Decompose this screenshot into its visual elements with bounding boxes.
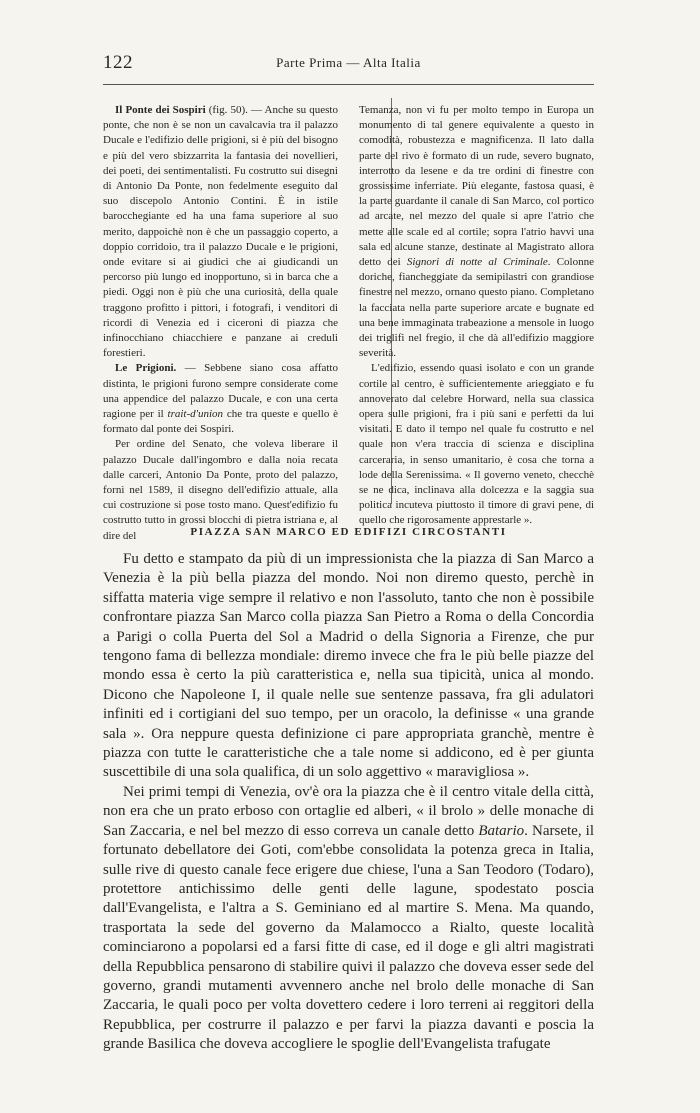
heading-ponte-sospiri: Il Ponte dei Sospiri: [115, 104, 206, 116]
left-column: [103, 103, 338, 542]
text-prigioni-b: che tra queste e quello è formato dal ponte dei Sospiri.: [103, 408, 338, 436]
heading-prigioni: Le Prigioni.: [115, 362, 177, 375]
right-column: [359, 103, 594, 527]
main-text: [103, 550, 594, 1055]
page-header: [103, 52, 594, 76]
running-title: Parte Prima — Alta Italia: [276, 55, 421, 70]
paragraph-temanza: [359, 103, 594, 361]
text-temanza-italic: Signori di notte al Criminale: [406, 256, 548, 269]
main-paragraph-2-a: Nei primi tempi di Venezia, ov'è ora la piazza che è il centro vitale della città, non era che un prato erboso con ortaglie ed alberi, « il brolo » delle monache di San Zaccaria, e nel bel mezzo di esso correva un canale detto: [103, 783, 594, 839]
paragraph-prigioni: [103, 361, 338, 437]
text-prigioni-italic: trait-d'union: [167, 408, 224, 421]
paragraph-senato: Per ordine del Senato, che voleva liberare il palazzo Ducale dall'ingombro e dalla noia recata dalle carceri, Antonio Da Ponte, proto del palazzo, fornì nel 1589, il disegno dell'edifizio attuale, alla cui costruzione si pose tosto mano. Quest'edifizio fu costrutto tutto in grossi blocchi di pietra istriana e, al dire del: [103, 438, 338, 542]
text-prigioni-a: — Sebbene siano cosa affatto distinta, le prigioni furono sempre considerate come una appendice del palazzo Ducale, e con una certa ragione per il: [103, 362, 338, 421]
paragraph-edifizio: L'edifizio, essendo quasi isolato e con un grande cortile al centro, è sufficientemente arieggiato e fu annoverato dal celebre Horward, nella sua classica opera sulle prigioni, fra i più sani e perfetti da lui visitati. E dato il tempo nel quale fu costrutto e nel quale non v'era traccia di scienza e disciplina carceraria, in senso umanitario, è cosa che torna a lode della Serenissima. « Il governo veneto, checchè se ne dica, inclinava alla dolcezza e la saggia sua politica incuteva piuttosto il timore di gravi pene, di quello che rigorosamente apprestarle ».: [359, 362, 594, 527]
main-paragraph-2: [103, 783, 594, 1055]
page-number: 122: [103, 52, 133, 73]
main-paragraph-1: Fu detto e stampato da più di un impressionista che la piazza di San Marco a Venezia è la più bella piazza del mondo. Noi non diremo questo, perchè in siffatta materia vige sempre il relativo e non l'assoluto, tanto che non è possibile confrontare piazza San Marco colla piazza San Pietro a Roma o della Concordia a Parigi o colla Puerta del Sol a Madrid o della Signoria a Firenze, che pur tengono fama di bellezza mondiale: diremo invece che fra le più belle piazze del mondo essa è certo la più caratteristica e, nella sua tipicità, unica al mondo. Dicono che Napoleone I, il quale nelle sue sentenze passava, fra gli adulatori infiniti ed i cortigiani del suo tempo, per un oracolo, la definisse « una grande sala ». Ora neppure questa definizione ci pare appropriata granchè, mentre è piazza con tutte le caratteristiche che a tale nome si addicono, ed è per giunta suscettibile di una sola qualifica, di un solo aggettivo « maravigliosa ».: [103, 551, 594, 781]
text-ponte-sospiri: (fig. 50). — Anche su questo ponte, che non è se non un cavalcavia tra il palazzo Ducale e l'edifizio delle prigioni, si è più del bisogno e più del vero sbizzarrita la fantasia dei novellieri, dei poeti, dei sentimentalisti. Fu costrutto sui disegni di Antonio Da Ponte, non fedelmente eseguito dal suo discepolo Antonio Contini. È in istile barocchegiante ed ha una fama superiore al suo merito, dappoichè non è che un passaggio coperto, a doppio corridoio, tra il palazzo Ducale e le prigioni, onde evitare si ai giudici che ai giudicandi un percorso più lungo ed inopportuno, sì in barca che a piedi. Oggi non è più che una curiosità, della quale traggono profitto i pittori, i fotografi, i venditori di ricordi di Venezia ed i ciceroni di piazza che infinocchiano chiacchiere e panzane ai creduli forestieri.: [103, 104, 338, 360]
text-temanza-b: . Colonne doriche, fiancheggiate da semipilastri con grandiose finestre nel mezzo, ornano questo piano. Completano la facciata nella parte superiore arcate e bugnate ed una bene immaginata trabeazione a mensole in luogo dei triglifi nel fregio, il che dà all'edifizio maggiore severità.: [359, 256, 594, 360]
main-paragraph-2-b: . Narsete, il fortunato debellatore dei Goti, com'ebbe consolidata la potenza greca in Italia, sulle rive di questo canale fece erigere due chiese, l'una a San Teodoro (Todaro), protettore antichissimo delle genti delle lagune, spodestato poscia dall'Evangelista, e l'altra a S. Geminiano ed al martire S. Mena. Ma quando, trasportata la sede del governo da Malamocco a Rialto, queste località cominciarono a popolarsi ed a farsi fitte di case, ed il doge e gli altri magistrati della Repubblica pensarono di stabilire quivi il palazzo che doveva esser sede del governo, grandi mutamenti avvennero anche nel brolo delle monache di San Zaccaria, le quali poco per volta dovettero cedere i loro terreni ai reggitori della Repubblica, per costrurre il palazzo e per farvi la piazza davanti e poscia la grande Basilica che doveva accogliere le spoglie dell'Evangelista trafugate: [103, 822, 595, 1053]
text-temanza-a: Temanza, non vi fu per molto tempo in Europa un monumento di tal genere equivalente a questo in comodità, robustezza e magnificenza. Il lato dalla parte del rivo è formato di un rude, severo bugnato, interrotto da lesene e da tre ordini di finestre con grossissime inferriate. Più elegante, fastosa quasi, è la parte guardante il canale di San Marco, col portico ad arcate, nel mezzo del quale si apre l'atrio che mette alle scale ed al cortile; sopra l'atrio havvi una sala ed alcune stanze, destinate al Magistrato allora detto dei: [359, 104, 594, 269]
main-paragraph-2-italic: Batario: [478, 822, 525, 839]
section-title: PIAZZA SAN MARCO ED EDIFIZI CIRCOSTANTI: [190, 526, 507, 538]
header-rule: [103, 84, 594, 85]
paragraph-ponte-sospiri: [103, 103, 338, 361]
